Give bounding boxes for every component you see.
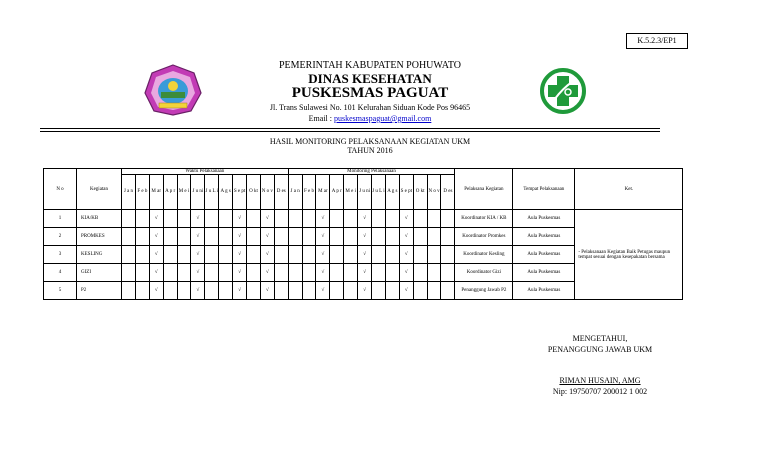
waktu-check-cell: √ [260,228,274,246]
header-divider-thick [40,128,660,129]
monitoring-check-cell [344,246,358,264]
waktu-check-cell [219,210,233,228]
waktu-check-cell [135,228,149,246]
row-number: 1 [44,210,77,228]
waktu-check-cell: √ [233,246,247,264]
waktu-month-header: M e i [177,175,191,210]
waktu-check-cell: √ [233,264,247,282]
monitoring-check-cell [427,210,441,228]
monitoring-month-header: J a n [288,175,302,210]
waktu-month-header: S e pt [233,175,247,210]
waktu-check-cell [135,246,149,264]
monitoring-check-cell: √ [358,282,372,300]
waktu-check-cell: √ [233,282,247,300]
row-tempat: Aula Puskesmas [513,210,575,228]
waktu-check-cell: √ [260,264,274,282]
row-kegiatan: GIZI [77,264,122,282]
waktu-month-header: M ar [149,175,163,210]
header-email-line [200,114,540,123]
row-pelaksana: Koordinator Gizi [455,264,513,282]
waktu-check-cell [219,264,233,282]
waktu-check-cell [122,210,136,228]
waktu-check-cell [122,246,136,264]
waktu-check-cell [205,210,219,228]
monitoring-check-cell [441,246,455,264]
monitoring-check-cell [427,246,441,264]
monitoring-check-cell: √ [399,264,413,282]
document-code-box: K.5.2.3/EP1 [626,33,688,49]
monitoring-check-cell [330,246,344,264]
row-number: 5 [44,282,77,300]
header-monitoring-group: Monitoring Pelaksanaan [288,169,455,175]
waktu-check-cell [219,246,233,264]
monitoring-check-cell [288,264,302,282]
header-no: N o [44,169,77,210]
monitoring-month-header: M e i [344,175,358,210]
monitoring-check-cell: √ [399,210,413,228]
row-tempat: Aula Puskesmas [513,264,575,282]
waktu-check-cell: √ [191,246,205,264]
health-ministry-logo [540,68,586,114]
monitoring-check-cell [344,210,358,228]
waktu-month-header: O kt [247,175,261,210]
waktu-check-cell: √ [260,210,274,228]
waktu-check-cell [163,246,177,264]
monitoring-check-cell [427,264,441,282]
waktu-month-header: J u ni [191,175,205,210]
signature-acknowledged: MENGETAHUI, [572,334,628,343]
waktu-check-cell [163,282,177,300]
monitoring-check-cell [288,282,302,300]
row-number: 4 [44,264,77,282]
waktu-check-cell: √ [260,246,274,264]
monitoring-check-cell [372,264,386,282]
monitoring-check-cell [330,264,344,282]
header-waktu-group: Waktu Pelaksanaan [122,169,289,175]
waktu-check-cell: √ [191,282,205,300]
waktu-month-header: D es [274,175,288,210]
waktu-check-cell [274,210,288,228]
waktu-check-cell [163,210,177,228]
signature-role: PENANGGUNG JAWAB UKM [547,345,653,354]
waktu-check-cell: √ [233,228,247,246]
waktu-check-cell [135,282,149,300]
waktu-check-cell: √ [149,246,163,264]
monitoring-check-cell: √ [358,246,372,264]
document-year: TAHUN 2016 [347,146,393,155]
waktu-check-cell: √ [191,210,205,228]
monitoring-check-cell [385,246,399,264]
monitoring-check-cell: √ [316,282,330,300]
monitoring-check-cell: √ [316,264,330,282]
monitoring-check-cell [427,228,441,246]
row-pelaksana: Koordinator KIA / KB [455,210,513,228]
row-number: 3 [44,246,77,264]
monitoring-check-cell: √ [399,228,413,246]
waktu-check-cell [122,282,136,300]
monitoring-check-cell [441,282,455,300]
waktu-check-cell: √ [149,228,163,246]
monitoring-month-header: D es [441,175,455,210]
email-label: Email : [308,114,334,123]
waktu-check-cell [163,228,177,246]
table-row [44,210,683,228]
monitoring-month-header: J u L i [372,175,386,210]
monitoring-table [43,168,683,300]
header-government-name: PEMERINTAH KABUPATEN POHUWATO [279,60,461,71]
monitoring-month-header: N o v [427,175,441,210]
monitoring-check-cell [302,228,316,246]
monitoring-check-cell [385,228,399,246]
monitoring-check-cell [372,282,386,300]
waktu-check-cell [177,228,191,246]
waktu-check-cell [122,228,136,246]
monitoring-check-cell: √ [316,228,330,246]
waktu-check-cell [247,228,261,246]
monitoring-check-cell [330,210,344,228]
waktu-check-cell [205,282,219,300]
waktu-check-cell [122,264,136,282]
monitoring-check-cell: √ [399,282,413,300]
monitoring-check-cell: √ [358,264,372,282]
monitoring-check-cell [344,282,358,300]
waktu-month-header: A p r [163,175,177,210]
waktu-check-cell [205,246,219,264]
document-title: HASIL MONITORING PELAKSANAAN KEGIATAN UKM [269,137,471,146]
row-pelaksana: Penanggung Jawab P2 [455,282,513,300]
row-number: 2 [44,228,77,246]
waktu-check-cell: √ [191,264,205,282]
waktu-check-cell [219,282,233,300]
monitoring-check-cell [413,246,427,264]
monitoring-check-cell: √ [399,246,413,264]
monitoring-check-cell [288,246,302,264]
waktu-month-header: A g s [219,175,233,210]
monitoring-check-cell [385,264,399,282]
waktu-check-cell [274,246,288,264]
waktu-month-header: F e b [135,175,149,210]
waktu-check-cell [247,282,261,300]
waktu-check-cell [177,210,191,228]
monitoring-check-cell [413,228,427,246]
monitoring-check-cell [302,210,316,228]
monitoring-check-cell: √ [358,210,372,228]
monitoring-check-cell: √ [316,246,330,264]
waktu-check-cell: √ [149,264,163,282]
waktu-month-header: J a n [122,175,136,210]
monitoring-check-cell [413,282,427,300]
monitoring-check-cell [302,282,316,300]
monitoring-month-header: A g s [385,175,399,210]
waktu-check-cell [205,228,219,246]
monitoring-month-header: S e pt [399,175,413,210]
header-puskesmas-name: PUSKESMAS PAGUAT [291,85,449,101]
monitoring-check-cell [441,228,455,246]
header-ket: Ket. [575,169,683,210]
monitoring-check-cell [344,228,358,246]
monitoring-check-cell [302,264,316,282]
row-pelaksana: Koordinator Promkes [455,228,513,246]
row-kegiatan: PROMKES [77,228,122,246]
monitoring-month-header: M ar [316,175,330,210]
waktu-check-cell [163,264,177,282]
header-address: Jl. Trans Sulawesi No. 101 Kelurahan Siduan Kode Pos 96465 [269,103,471,112]
waktu-check-cell [177,264,191,282]
waktu-month-header: J u L i [205,175,219,210]
waktu-check-cell [247,246,261,264]
monitoring-check-cell: √ [358,228,372,246]
waktu-check-cell [135,264,149,282]
monitoring-month-header: J u ni [358,175,372,210]
monitoring-check-cell [413,264,427,282]
monitoring-check-cell [330,228,344,246]
monitoring-month-header: O kt [413,175,427,210]
monitoring-check-cell [372,228,386,246]
waktu-check-cell: √ [149,210,163,228]
waktu-check-cell [247,210,261,228]
waktu-check-cell [177,282,191,300]
pohuwato-regency-logo [144,64,202,116]
monitoring-check-cell [427,282,441,300]
waktu-check-cell [219,228,233,246]
waktu-check-cell [274,264,288,282]
monitoring-check-cell [288,228,302,246]
monitoring-check-cell: √ [316,210,330,228]
waktu-check-cell [274,282,288,300]
monitoring-check-cell [330,282,344,300]
header-department-name: DINAS KESEHATAN [308,71,432,86]
monitoring-check-cell [441,264,455,282]
row-kegiatan: KIA/KB [77,210,122,228]
monitoring-check-cell [385,282,399,300]
waktu-check-cell: √ [233,210,247,228]
ket-note: - Pelaksanaan Kegiatan Baik Petugas maupun tempat sesuai dengan kesepakatan bersama [575,210,683,300]
monitoring-month-header: F e b [302,175,316,210]
waktu-month-header: N o v [260,175,274,210]
header-divider-thin [40,131,660,132]
row-kegiatan: KESLING [77,246,122,264]
monitoring-check-cell [413,210,427,228]
monitoring-check-cell [441,210,455,228]
signature-name: RIMAN HUSAIN, AMG [559,376,641,385]
row-tempat: Aula Puskesmas [513,282,575,300]
monitoring-check-cell [372,210,386,228]
row-pelaksana: Koordinator Kesling [455,246,513,264]
waktu-check-cell: √ [260,282,274,300]
monitoring-check-cell [344,264,358,282]
header-tempat: Tempat Pelaksanaan [513,169,575,210]
row-tempat: Aula Puskesmas [513,228,575,246]
email-link[interactable]: puskesmaspaguat@gmail.com [333,114,432,123]
header-kegiatan: Kegiatan [77,169,122,210]
waktu-check-cell [177,246,191,264]
row-tempat: Aula Puskesmas [513,246,575,264]
monitoring-month-header: A p r [330,175,344,210]
waktu-check-cell: √ [191,228,205,246]
monitoring-check-cell [385,210,399,228]
monitoring-check-cell [372,246,386,264]
waktu-check-cell [274,228,288,246]
row-kegiatan: P2 [77,282,122,300]
signature-nip: Nip: 19750707 200012 1 002 [552,387,648,396]
monitoring-check-cell [288,210,302,228]
waktu-check-cell [247,264,261,282]
header-pelaksana: Pelaksana Kegiatan [455,169,513,210]
waktu-check-cell [205,264,219,282]
waktu-check-cell [135,210,149,228]
waktu-check-cell: √ [149,282,163,300]
monitoring-check-cell [302,246,316,264]
